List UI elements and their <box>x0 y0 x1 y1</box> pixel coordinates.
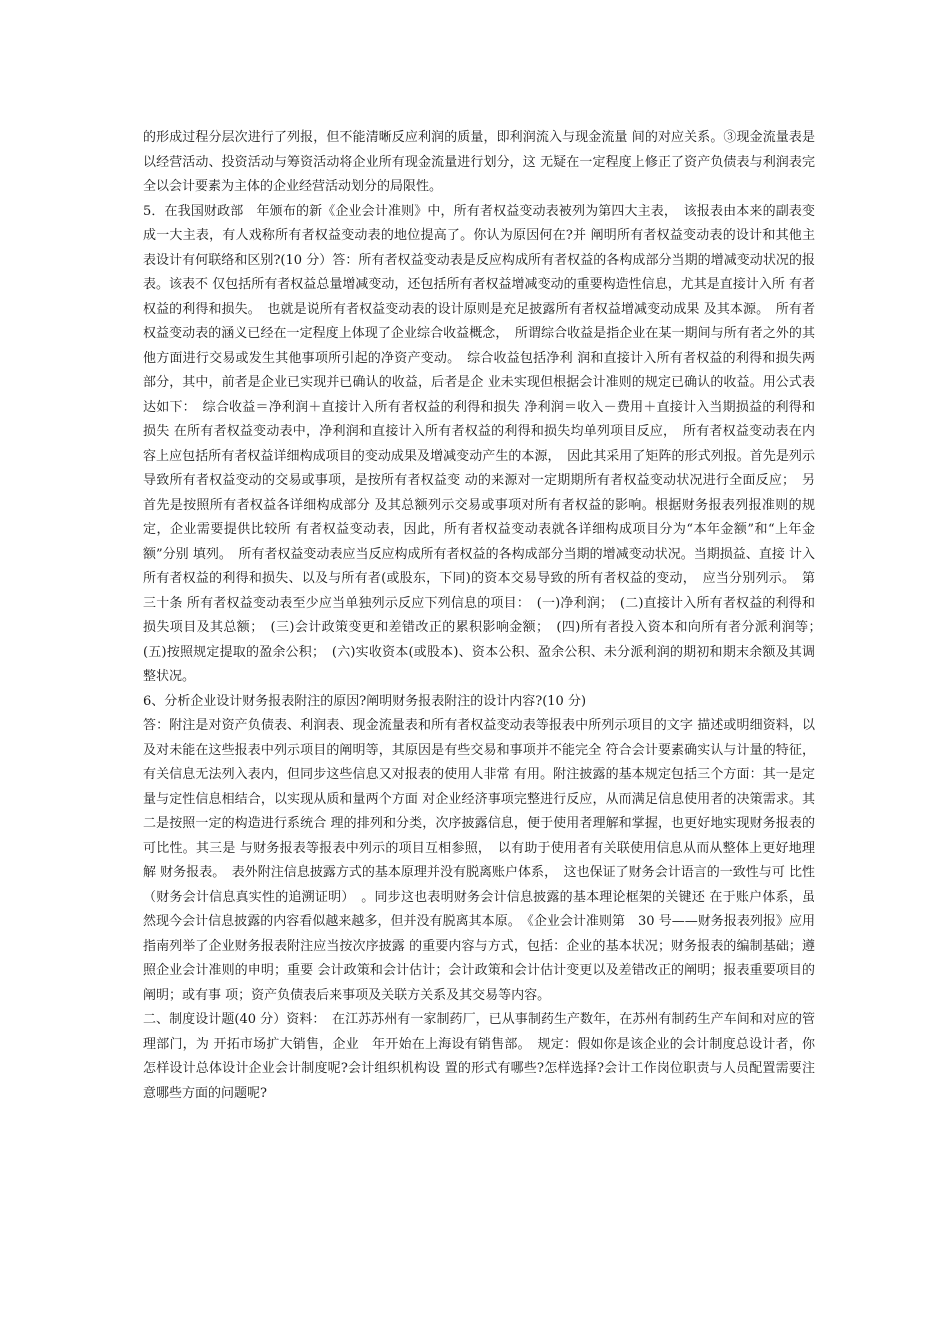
paragraph-cashflow-summary: 的形成过程分层次进行了列报，但不能清晰反应利润的质量，即利润流入与现金流量 间的对应关系。③现金流量表是以经营活动、投资活动与筹资活动将企业所有现金流量进行划分，这 无疑在一定程度上修正了资产负债表与利润表完全以会计要素为主体的企业经营活动划分的局限性。 <box>143 130 815 194</box>
paragraph-section-two: 二、制度设计题(40 分）资料： 在江苏苏州有一家制药厂，已从事制药生产数年，在苏州有制药生产车间和对应的管理部门，为 开拓市场扩大销售，企业 年开始在上海设有销售部。 规定：假如你是该企业的会计制度总设计者，你怎样设计总体设计企业会计制度呢?会计组织机构设 置的形式有哪些?怎样选择?会计工作岗位职责与人员配置需要注意哪些方面的问题呢? <box>143 1012 815 1101</box>
paragraph-answer-6: 答：附注是对资产负债表、利润表、现金流量表和所有者权益变动表等报表中所列示项目的文字 描述或明细资料，以及对未能在这些报表中列示项目的阐明等，其原因是有些交易和事项并不能完全 符合会计要素确实认与计量的特征，有关信息无法列入表内，但同步这些信息又对报表的使用人非常 有用。附注披露的基本规定包括三个方面：其一是定量与定性信息相结合，以实现从质和量两个方面 对企业经济事项完整进行反应，从而满足信息使用者的决策需求。其二是按照一定的构造进行系统合 理的排列和分类，次序披露信息，便于使用者理解和掌握，也更好地实现财务报表的可比性。其三是 与财务报表等报表中列示的项目互相参照， 以有助于使用者有关联使用信息从而从整体上更好地理解 财务报表。 表外附注信息披露方式的基本原理并没有脱离账户体系， 这也保证了财务会计语言的一致性与可 比性（财务会计信息真实性的追溯证明） 。同步这也表明财务会计信息披露的基本理论框架的关键还 在于账户体系，虽然现今会计信息披露的内容看似越来越多，但并没有脱离其本原。 《企业会计准则第 30 号——财务报表列报》应用指南列举了企业财务报表附注应当按次序披露 的重要内容与方式，包括：企业的基本状况；财务报表的编制基础；遵照企业会计准则的申明；重要 会计政策和会计估计；会计政策和会计估计变更以及差错改正的阐明；报表重要项目的阐明；或有事 项；资产负债表后来事项及关联方关系及其交易等内容。 <box>143 718 815 1003</box>
document-body <box>143 126 829 1106</box>
paragraph-question-6: 6、分析企业设计财务报表附注的原因?阐明财务报表附注的设计内容?(10 分) <box>143 693 587 709</box>
paragraph-question-5: 5．在我国财政部 年颁布的新《企业会计准则》中，所有者权益变动表被列为第四大主表， 该报表由本来的副表变成一大主表，有人戏称所有者权益变动表的地位提高了。你认为原因何在?并 阐明所有者权益变动表的设计和其他主表设计有何联络和区别?(10 分）答：所有者权益变动表是反应构成所有者权益的各构成部分当期的增减变动状况的报表。该表不 仅包括所有者权益总量增减变动，还包括所有者权益增减变动的重要构造性信息，尤其是直接计入所 有者权益的利得和损失。 也就是说所有者权益变动表的设计原则是充足披露所有者权益增减变动成果 及其本源。 所有者权益变动表的涵义已经在一定程度上体现了企业综合收益概念， 所谓综合收益是指企业在某一期间与所有者之外的其他方面进行交易或发生其他事项所引起的净资产变动。 综合收益包括净利 润和直接计入所有者权益的利得和损失两部分，其中，前者是企业已实现并已确认的收益，后者是企 业未实现但根据会计准则的规定已确认的收益。用公式表达如下： 综合收益＝净利润＋直接计入所有者权益的利得和损失 净利润＝收入－费用＋直接计入当期损益的利得和损失 在所有者权益变动表中，净利润和直接计入所有者权益的利得和损失均单列项目反应， 所有者权益变动表在内容上应包括所有者权益详细构成项目的变动成果及增减变动产生的本源， 因此其采用了矩阵的形式列报。首先是列示导致所有者权益变动的交易或事项，是按所有者权益变 动的来源对一定期期所有者权益变动状况进行全面反应； 另首先是按照所有者权益各详细构成部分 及其总额列示交易或事项对所有者权益的影响。根据财务报表列报准则的规定，企业需要提供比较所 有者权益变动表，因此，所有者权益变动表就各详细构成项目分为“本年金额”和“上年金额”分别 填列。 所有者权益变动表应当反应构成所有者权益的各构成部分当期的增减变动状况。当期损益、直接 计入所有者权益的利得和损失、以及与所有者(或股东，下同)的资本交易导致的所有者权益的变动， 应当分别列示。 第三十条 所有者权益变动表至少应当单独列示反应下列信息的项目： (一)净利润； (二)直接计入所有者权益的利得和损失项目及其总额； (三)会计政策变更和差错改正的累积影响金额； (四)所有者投入资本和向所有者分派利润等； (五)按照规定提取的盈余公积； (六)实收资本(或股本)、资本公积、盈余公积、未分派利润的期初和期末余额及其调整状况。 <box>143 203 829 684</box>
